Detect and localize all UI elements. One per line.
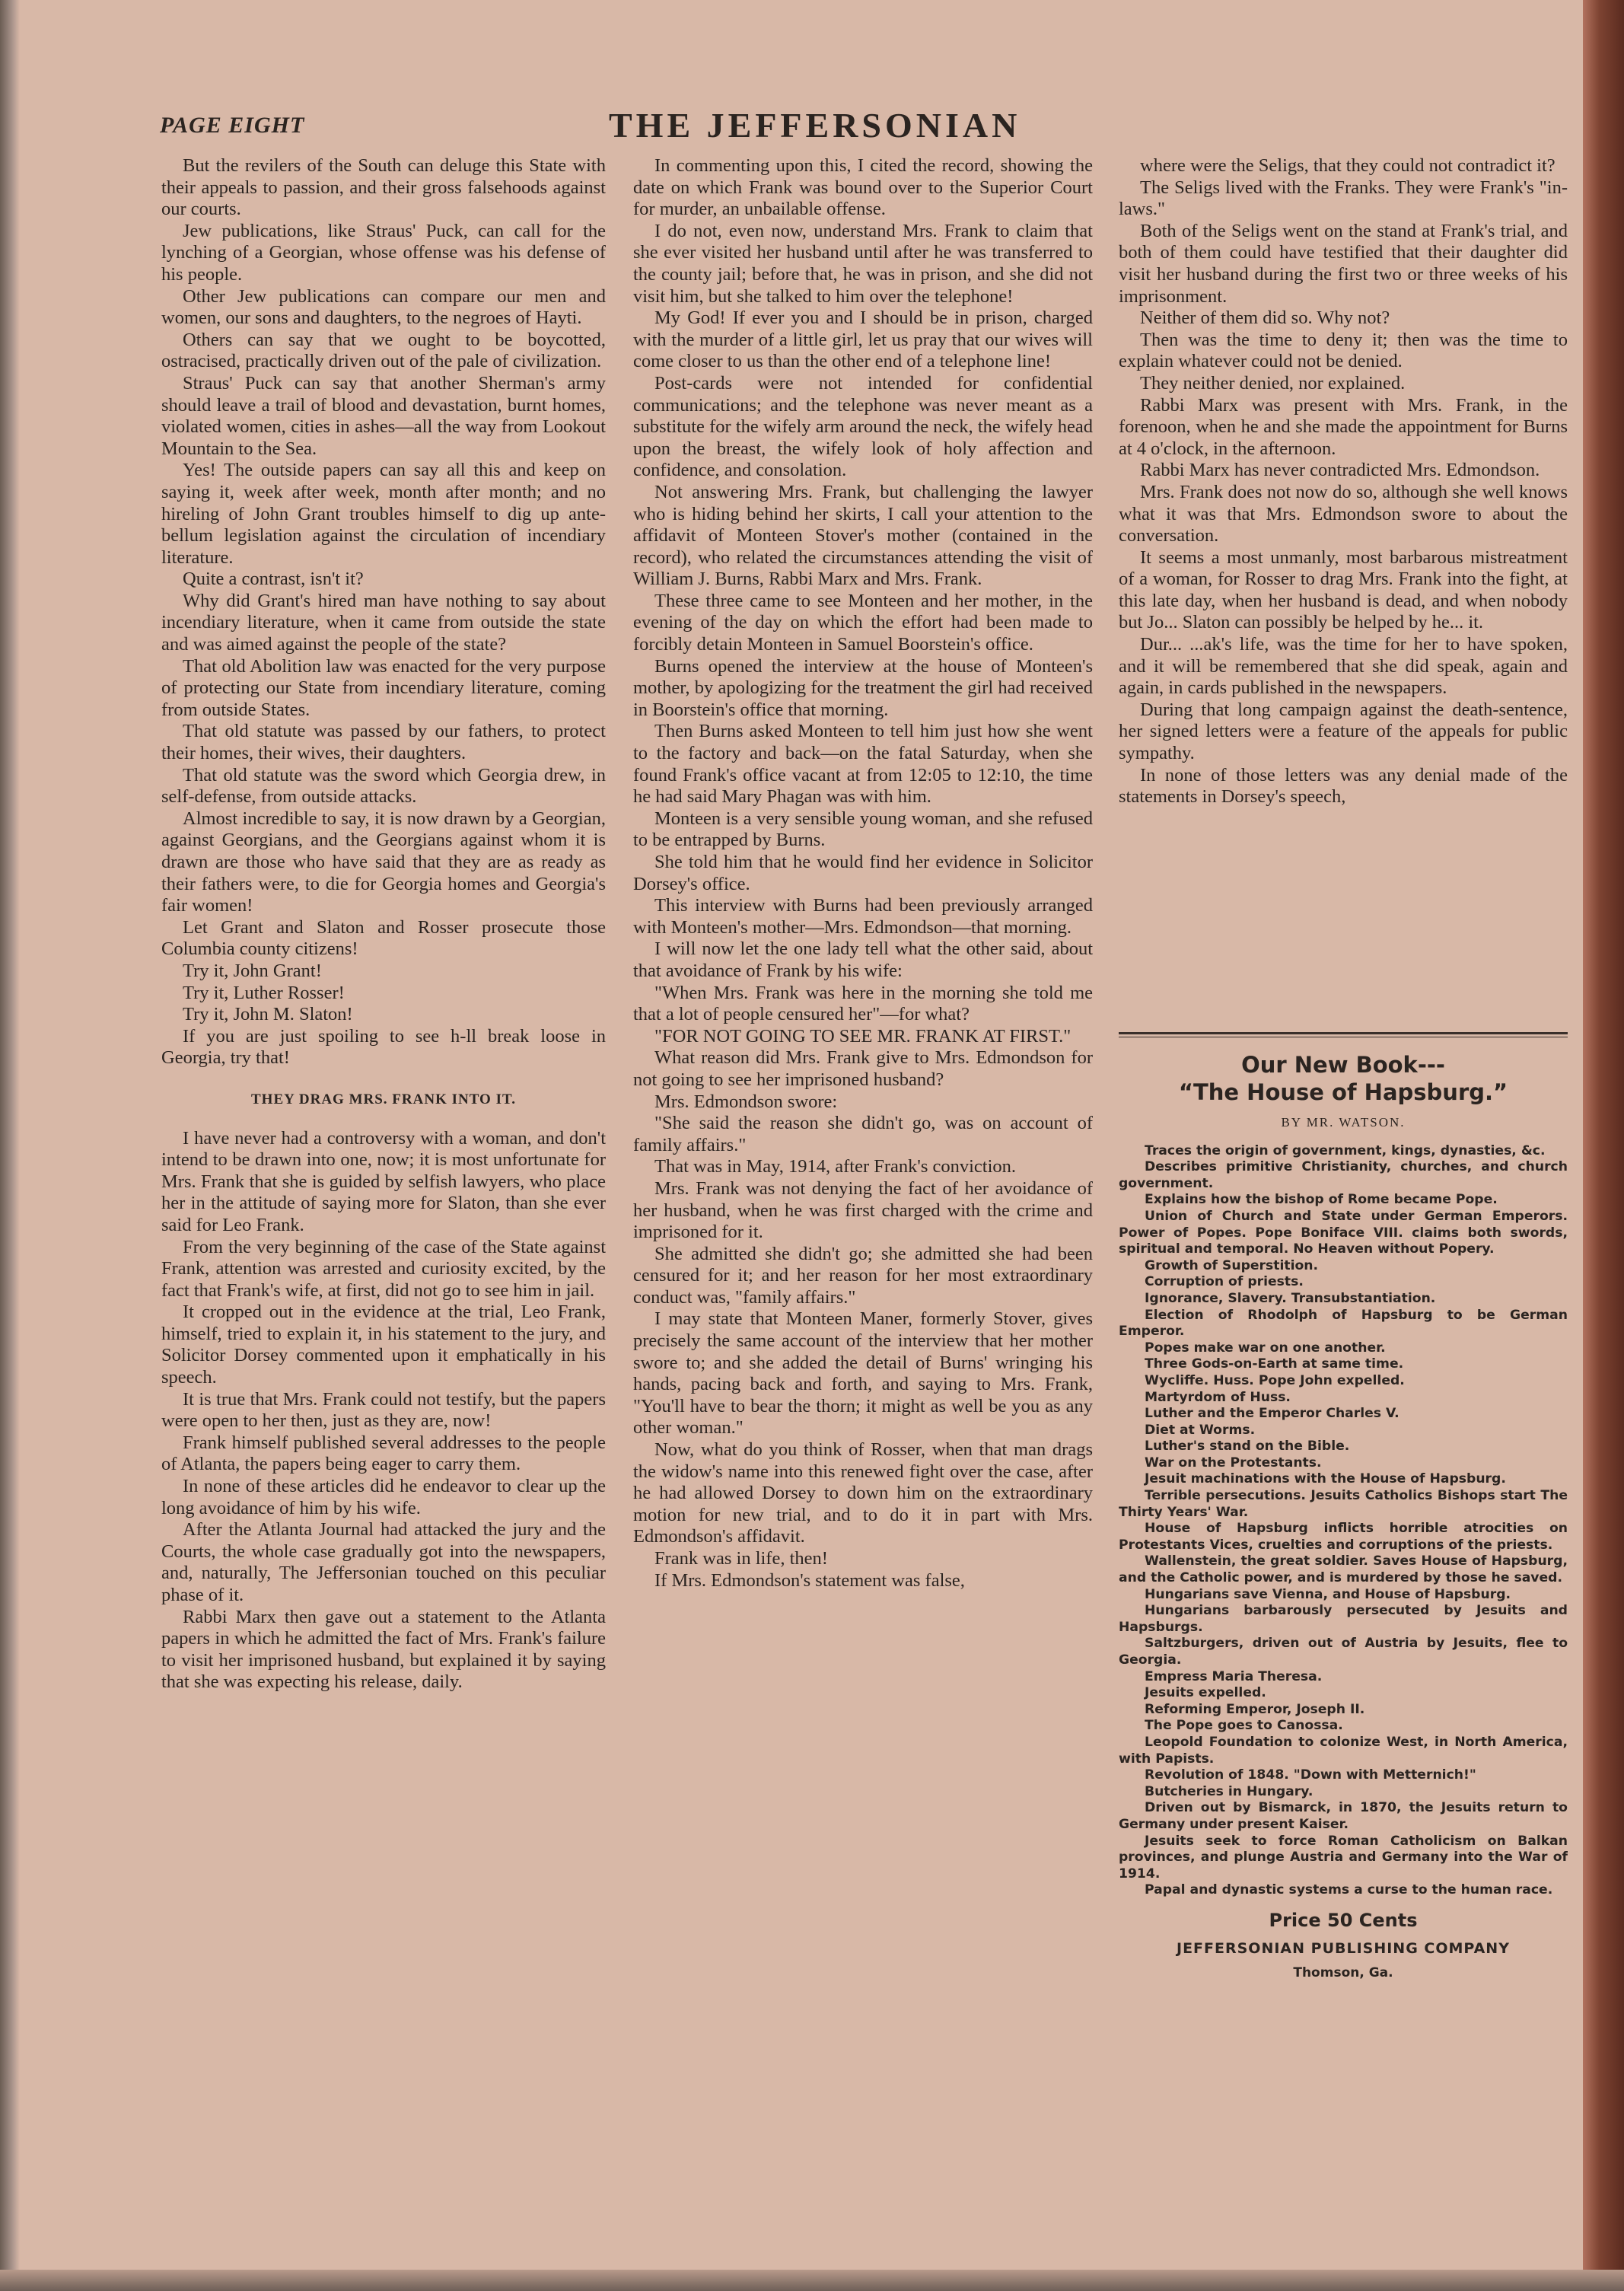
page-bottom-edge [0, 2270, 1624, 2291]
paragraph: Then Burns asked Monteen to tell him just how she went to the factory and back—on the fatal Saturday, when she found Frank's office vacant at from 12:05 to 12:10, the time he had said Mary Phagan was with him. [633, 721, 1093, 808]
paragraph: where were the Seligs, that they could not contradict it? [1140, 155, 1556, 176]
ad-list-item: Revolution of 1848. "Down with Metternich!" [1145, 1767, 1476, 1783]
paragraph: Monteen is a very sensible young woman, and she refused to be entrapped by Burns. [633, 808, 1093, 851]
paragraph: Almost incredible to say, it is now drawn by a Georgian, against Georgians, and the Georgians against whom it is drawn are those who have said that they are as ready as their fathers were, to die for Georgia homes and Georgia's fair women! [161, 808, 606, 916]
paragraph: Try it, John M. Slaton! [183, 1004, 353, 1025]
paragraph: Try it, John Grant! [183, 960, 322, 981]
paragraph: Quite a contrast, isn't it? [183, 569, 364, 590]
ad-list-item: Popes make war on one another. [1145, 1340, 1386, 1356]
paragraph: Neither of them did so. Why not? [1140, 307, 1390, 329]
book-advertisement [1119, 1051, 1568, 1984]
paragraph: My God! If ever you and I should be in prison, charged with the murder of a little girl, let us pray that our wives will come closer to us than the other end of a telephone line! [633, 307, 1093, 372]
paragraph: I have never had a controversy with a woman, and don't intend to be drawn into one, now; it is most unfortunate for Mrs. Frank that she is guided by selfish lawyers, who place her in the attitude of saying more for Slaton, than she ever said for Leo Frank. [161, 1127, 606, 1235]
binding-left-edge [0, 0, 20, 2291]
ad-list-item: Reforming Emperor, Joseph II. [1145, 1701, 1365, 1717]
paragraph: "FOR NOT GOING TO SEE MR. FRANK AT FIRST." [654, 1025, 1072, 1047]
paragraph: Mrs. Frank does not now do so, although she well knows what it was that Mrs. Edmondson swore to about the conversation. [1119, 481, 1568, 546]
ad-list-item: Butcheries in Hungary. [1145, 1783, 1314, 1799]
paragraph: "When Mrs. Frank was here in the morning she told me that a lot of people censured her"—for what? [633, 982, 1093, 1025]
ad-list-item: Luther and the Emperor Charles V. [1145, 1406, 1400, 1422]
ad-list-item: Hungarians save Vienna, and House of Hapsburg. [1145, 1586, 1511, 1602]
ad-list-item: Union of Church and State under German Emperors. Power of Popes. Pope Boniface VIII. claims both swords, spiritual and temporal. No Heaven without Popery. [1119, 1208, 1568, 1257]
paragraph: I do not, even now, understand Mrs. Frank to claim that she ever visited her husband until after he was transferred to the county jail; before that, he was in prison, and she did not visit him, but she talked to him over the telephone! [633, 220, 1093, 307]
paragraph: Frank himself published several addresses to the people of Atlanta, the papers being eager to carry them. [161, 1432, 606, 1475]
paragraph: She admitted she didn't go; she admitted she had been censured for it; and her reason for her most extraordinary conduct was, "family affairs." [633, 1243, 1093, 1308]
ad-publisher: JEFFERSONIAN PUBLISHING COMPANY [1177, 1939, 1510, 1957]
paragraph: In none of these articles did he endeavor to clear up the long avoidance of him by his wife. [161, 1476, 606, 1518]
paragraph: That was in May, 1914, after Frank's conviction. [654, 1156, 1017, 1177]
ad-list-item: Luther's stand on the Bible. [1145, 1439, 1350, 1455]
ad-list-item: Traces the origin of government, kings, dynasties, &c. [1145, 1142, 1546, 1158]
paragraph: Post-cards were not intended for confidential communications; and the telephone was never meant as a substitute for the wifely arm around the neck, the wifely head upon the breast, the wifely look of holy affection and confidence, and consolation. [633, 372, 1093, 481]
paragraph: Let Grant and Slaton and Rosser prosecute those Columbia county citizens! [161, 916, 606, 960]
ad-list-item: Ignorance, Slavery. Transubstantiation. [1145, 1290, 1436, 1306]
ad-title-line1: Our New Book--- [1241, 1052, 1445, 1078]
paragraph: These three came to see Monteen and her mother, in the evening of the day on which the effort had been made to forcibly detain Monteen in Samuel Boorstein's office. [633, 590, 1093, 655]
paragraph: In commenting upon this, I cited the record, showing the date on which Frank was bound over to the Superior Court for murder, an unbailable offense. [633, 155, 1093, 220]
paragraph: Frank was in life, then! [654, 1548, 828, 1569]
paragraph: Both of the Seligs went on the stand at Frank's trial, and both of them could have testified that their daughter did visit her husband during the first two or three weeks of his imprisonment. [1119, 220, 1568, 307]
ad-list-item: Corruption of priests. [1145, 1274, 1304, 1290]
paragraph: Not answering Mrs. Frank, but challenging the lawyer who is hiding behind her skirts, I call your attention to the affidavit of Monteen Stover's mother (contained in the record), who related the circumstances attending the visit of William J. Burns, Rabbi Marx and Mrs. Frank. [633, 481, 1093, 590]
page-header [160, 105, 1530, 148]
ad-list-item: Jesuits seek to force Roman Catholicism on Balkan provinces, and plunge Austria and Germany into the War of 1914. [1119, 1833, 1568, 1882]
ad-city: Thomson, Ga. [1293, 1965, 1393, 1981]
binding-right-edge [1583, 0, 1624, 2291]
paragraph: If Mrs. Edmondson's statement was false, [654, 1569, 965, 1591]
paragraph: That old Abolition law was enacted for the very purpose of protecting our State from incendiary literature, coming from outside States. [161, 655, 606, 720]
paragraph: If you are just spoiling to see h-ll break loose in Georgia, try that! [161, 1025, 606, 1069]
ad-title-line2: “The House of Hapsburg.” [1178, 1079, 1508, 1105]
ad-price: Price 50 Cents [1269, 1909, 1418, 1931]
ad-list-item: Wallenstein, the great soldier. Saves House of Hapsburg, and the Catholic power, and is murdered by those he saved. [1119, 1553, 1568, 1586]
paragraph: It seems a most unmanly, most barbarous mistreatment of a woman, for Rosser to drag Mrs. Frank into the fight, at this late day, when her husband is dead, and when nobody but Jo... Slaton can possibly be helped by he... it. [1119, 546, 1568, 633]
paragraph: Try it, Luther Rosser! [183, 982, 345, 1003]
ad-list-item: Growth of Superstition. [1145, 1257, 1319, 1273]
paragraph: Burns opened the interview at the house of Monteen's mother, by apologizing for the treatment the girl had received in Boorstein's office that morning. [633, 655, 1093, 720]
paragraph: Now, what do you think of Rosser, when that man drags the widow's name into this renewed fight over the case, after he had allowed Dorsey to down him on the extraordinary motion for new trial, and to do it in part with Mrs. Edmondson's affidavit. [633, 1439, 1093, 1547]
divider-rule [1119, 1032, 1568, 1037]
paragraph: Dur... ...ak's life, was the time for her to have spoken, and it will be remembered that she did speak, again and again, in cards published in the newspapers. [1119, 634, 1568, 699]
paragraph: During that long campaign against the death-sentence, her signed letters were a feature of the appeals for public sympathy. [1119, 699, 1568, 764]
paragraph: Other Jew publications can compare our men and women, our sons and daughters, to the negroes of Hayti. [161, 285, 606, 329]
ad-list-item: Empress Maria Theresa. [1145, 1668, 1323, 1684]
paragraph: After the Atlanta Journal had attacked the jury and the Courts, the whole case gradually got into the newspapers, and, naturally, The Jeffersonian touched on this peculiar phase of it. [161, 1519, 606, 1605]
ad-list-item: Papal and dynastic systems a curse to the human race. [1145, 1882, 1553, 1898]
article-column-1 [161, 155, 606, 2256]
newspaper-masthead: THE JEFFERSONIAN [609, 106, 1021, 145]
paragraph: Mrs. Edmondson swore: [654, 1091, 838, 1112]
ad-list-item: Hungarians barbarously persecuted by Jesuits and Hapsburgs. [1119, 1603, 1568, 1635]
paragraph: Rabbi Marx was present with Mrs. Frank, in the forenoon, when he and she made the appointment for Burns at 4 o'clock, in the afternoon. [1119, 394, 1568, 459]
ad-list-item: Describes primitive Christianity, churches, and church government. [1119, 1159, 1568, 1191]
paragraph: But the revilers of the South can deluge this State with their appeals to passion, and their gross falsehoods against our courts. [161, 155, 606, 220]
paragraph: Mrs. Frank was not denying the fact of her avoidance of her husband, when he was first charged with the crime and imprisoned for it. [633, 1177, 1093, 1243]
section-subhead: THEY DRAG MRS. FRANK INTO IT. [251, 1091, 516, 1107]
paragraph: That old statute was passed by our fathers, to protect their homes, their wives, their daughters. [161, 721, 606, 764]
paragraph: Rabbi Marx has never contradicted Mrs. Edmondson. [1140, 460, 1540, 481]
ad-list-item: Three Gods-on-Earth at same time. [1145, 1356, 1404, 1372]
paragraph: The Seligs lived with the Franks. They were Frank's "in-laws." [1119, 177, 1568, 220]
ad-list-item: The Pope goes to Canossa. [1145, 1718, 1343, 1734]
ad-list-item: War on the Protestants. [1145, 1455, 1322, 1471]
page-number-label: PAGE EIGHT [160, 113, 305, 138]
ad-list-item: Election of Rhodolph of Hapsburg to be German Emperor. [1119, 1307, 1568, 1340]
ad-list-item: Leopold Foundation to colonize West, in North America, with Papists. [1119, 1734, 1568, 1767]
ad-list-item: Jesuit machinations with the House of Hapsburg. [1145, 1471, 1506, 1487]
paragraph: Yes! The outside papers can say all this and keep on saying it, week after week, month after month; and no hireling of John Grant troubles himself to dig up ante-bellum legislation against the circulation of incendiary literature. [161, 460, 606, 568]
paragraph: From the very beginning of the case of the State against Frank, attention was arrested and curiosity excited, by the fact that Frank's wife, at first, did not go to see him in jail. [161, 1236, 606, 1301]
paragraph: It is true that Mrs. Frank could not testify, but the papers were open to her then, just as they are, now! [161, 1388, 606, 1432]
ad-list-item: Martyrdom of Huss. [1145, 1389, 1291, 1405]
paragraph: I may state that Monteen Maner, formerly Stover, gives precisely the same account of the interview that her mother swore to; and she added the detail of Burns' wringing his hands, pacing back and forth, and saying to Mrs. Frank, "You'll have to bear the thorn; it might as well be you as any other woman." [633, 1308, 1093, 1439]
ad-list-item: Diet at Worms. [1145, 1422, 1256, 1438]
paragraph: They neither denied, nor explained. [1140, 372, 1406, 394]
paragraph: She told him that he would find her evidence in Solicitor Dorsey's office. [633, 852, 1093, 894]
paragraph: What reason did Mrs. Frank give to Mrs. Edmondson for not going to see her imprisoned husband? [633, 1047, 1093, 1090]
ad-list-item: Jesuits expelled. [1145, 1685, 1266, 1701]
paragraph: Rabbi Marx then gave out a statement to the Atlanta papers in which he admitted the fact of Mrs. Frank's failure to visit her imprisoned husband, but explained it by saying that she was expecting his release, daily. [161, 1606, 606, 1693]
ad-contents-list [1119, 1143, 1568, 1899]
ad-list-item: Explains how the bishop of Rome became Pope. [1145, 1192, 1498, 1208]
paragraph: It cropped out in the evidence at the trial, Leo Frank, himself, tried to explain it, in his statement to the jury, and Solicitor Dorsey commented upon it emphatically in his speech. [161, 1302, 606, 1388]
paragraph: In none of those letters was any denial made of the statements in Dorsey's speech, [1119, 764, 1568, 808]
paragraph: Jew publications, like Straus' Puck, can call for the lynching of a Georgian, whose offense was his defense of his people. [161, 220, 606, 285]
paragraph: Others can say that we ought to be boycotted, ostracised, practically driven out of the pale of civilization. [161, 329, 606, 372]
ad-list-item: Driven out by Bismarck, in 1870, the Jesuits return to Germany under present Kaiser. [1119, 1800, 1568, 1832]
ad-list-item: House of Hapsburg inflicts horrible atrocities on Protestants Vices, cruelties and corruptions of the priests. [1119, 1521, 1568, 1553]
paragraph: "She said the reason she didn't go, was on account of family affairs." [633, 1113, 1093, 1155]
paragraph: This interview with Burns had been previously arranged with Monteen's mother—Mrs. Edmondson—that morning. [633, 895, 1093, 938]
ad-list-item: Wycliffe. Huss. Pope John expelled. [1145, 1372, 1405, 1388]
article-column-3 [1119, 155, 1568, 2256]
article-column-2 [633, 155, 1093, 2256]
paragraph: Straus' Puck can say that another Sherman's army should leave a trail of blood and devastation, burnt homes, violated women, cities in ashes—all the way from Lookout Mountain to the Sea. [161, 372, 606, 459]
paragraph: That old statute was the sword which Georgia drew, in self-defense, from outside attacks. [161, 764, 606, 808]
ad-byline: BY MR. WATSON. [1281, 1115, 1406, 1130]
ad-list-item: Terrible persecutions. Jesuits Catholics Bishops start The Thirty Years' War. [1119, 1488, 1568, 1520]
paragraph: Why did Grant's hired man have nothing to say about incendiary literature, when it came from outside the state and was aimed against the people of the state? [161, 590, 606, 655]
ad-list-item: Saltzburgers, driven out of Austria by Jesuits, flee to Georgia. [1119, 1636, 1568, 1668]
paragraph: I will now let the one lady tell what the other said, about that avoidance of Frank by his wife: [633, 938, 1093, 981]
paragraph: Then was the time to deny it; then was the time to explain whatever could not be denied. [1119, 329, 1568, 372]
